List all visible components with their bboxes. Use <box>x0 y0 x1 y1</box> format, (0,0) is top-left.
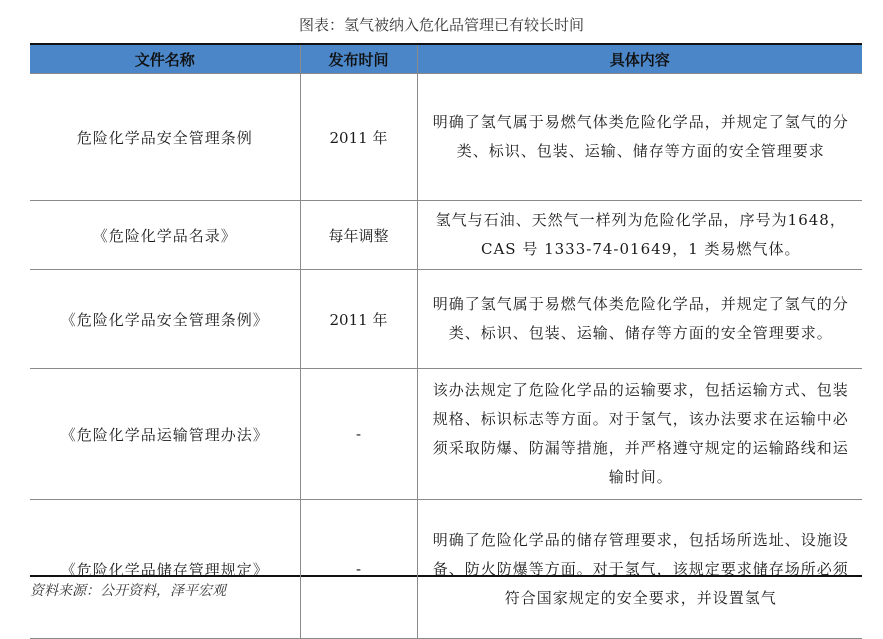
content-cell: 明确了氢气属于易燃气体类危险化学品，并规定了氢气的分类、标识、包装、运输、储存等方面的安全管理要求。 <box>417 270 862 369</box>
document-name-cell: 危险化学品安全管理条例 <box>30 74 300 201</box>
header-document-name: 文件名称 <box>30 45 300 74</box>
source-note: 资料来源：公开资料，泽平宏观 <box>30 583 226 599</box>
document-name-cell: 《危险化学品运输管理办法》 <box>30 369 300 500</box>
release-date-cell: - <box>300 369 417 500</box>
header-release-date: 发布时间 <box>300 45 417 74</box>
table-row <box>30 500 862 639</box>
table-caption: 图表：氢气被纳入危化品管理已有较长时间 <box>298 16 584 34</box>
release-date-cell: 2011 年 <box>300 270 417 369</box>
header-content: 具体内容 <box>417 45 862 74</box>
content-cell: 明确了危险化学品的储存管理要求，包括场所选址、设施设备、防火防爆等方面。对于氢气，该规定要求储存场所必须符合国家规定的安全要求，并设置氢气 <box>417 500 862 639</box>
document-name-cell: 《危险化学品安全管理条例》 <box>30 270 300 369</box>
table-header-row <box>30 45 862 74</box>
release-date-cell: 每年调整 <box>300 201 417 270</box>
table-row <box>30 74 862 201</box>
table-row <box>30 270 862 369</box>
document-name-cell: 《危险化学品储存管理规定》 <box>30 500 300 639</box>
content-cell: 氢气与石油、天然气一样列为危险化学品，序号为1648，CAS 号 1333-74-01649，1 类易燃气体。 <box>417 201 862 270</box>
content-cell: 明确了氢气属于易燃气体类危险化学品，并规定了氢气的分类、标识、包装、运输、储存等方面的安全管理要求 <box>417 74 862 201</box>
document-name-cell: 《危险化学品名录》 <box>30 201 300 270</box>
table-row <box>30 369 862 500</box>
content-cell: 该办法规定了危险化学品的运输要求，包括运输方式、包装规格、标识标志等方面。对于氢气，该办法要求在运输中必须采取防爆、防漏等措施，并严格遵守规定的运输路线和运输时间。 <box>417 369 862 500</box>
release-date-cell: 2011 年 <box>300 74 417 201</box>
table-row <box>30 201 862 270</box>
release-date-cell: - <box>300 500 417 639</box>
